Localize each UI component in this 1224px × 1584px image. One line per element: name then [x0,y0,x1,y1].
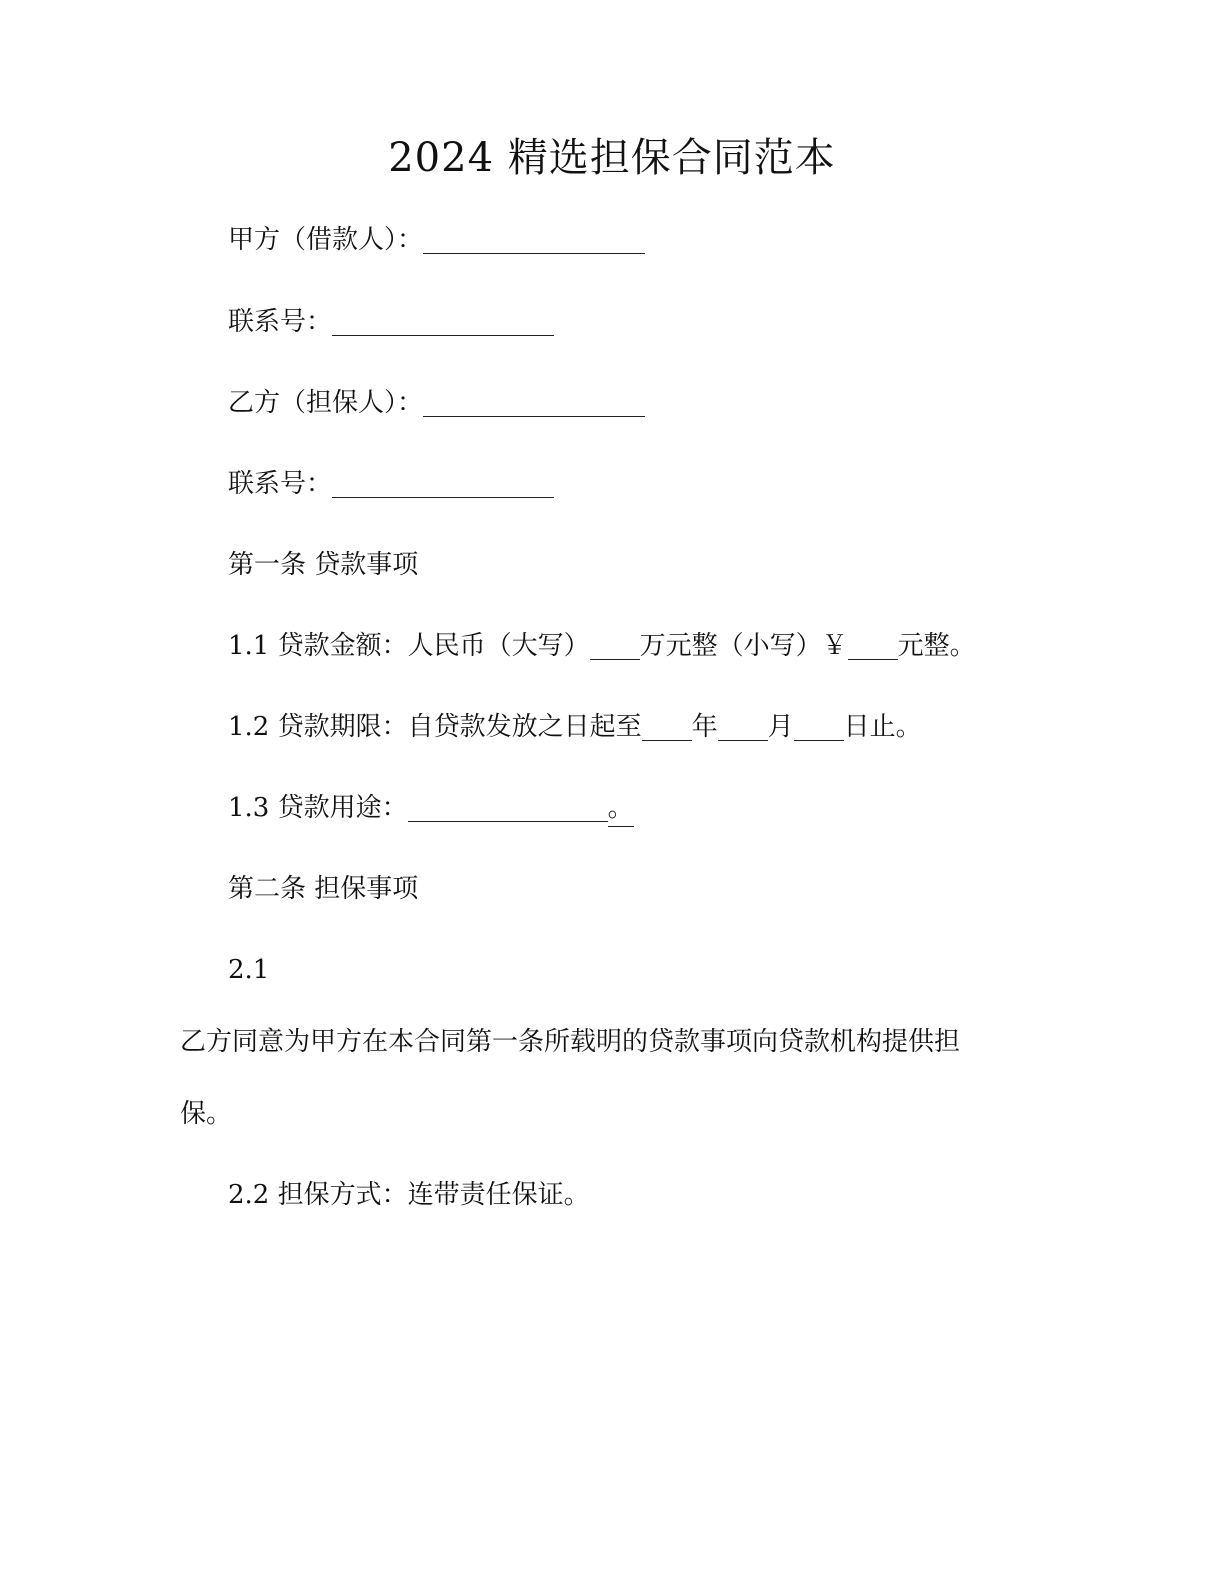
clause-1-1-label: 1.1 贷款金额：人民币（大写） [228,631,590,661]
party-a-phone-label: 联系号： [228,307,333,337]
party-b-label: 乙方（担保人）： [228,388,424,418]
party-b-phone-line [228,466,554,502]
clause-1-2-line [228,709,922,745]
purpose-blank[interactable] [408,793,608,822]
term-year-label: 年 [691,712,718,742]
amount-uppercase-blank[interactable] [590,631,640,660]
article2-heading: 第二条 担保事项 [228,874,419,904]
term-year-blank[interactable] [642,712,692,741]
clause-2-1-text-line1: 乙方同意为甲方在本合同第一条所载明的贷款事项向贷款机构提供担 [180,1027,961,1057]
party-a-phone-blank[interactable] [332,307,554,336]
party-a-blank[interactable] [423,225,645,254]
party-b-phone-label: 联系号： [228,469,333,499]
party-a-label: 甲方（借款人）： [228,225,424,255]
article1-heading: 第一条 贷款事项 [228,550,419,580]
term-day-blank[interactable] [794,712,844,741]
party-a-phone-line [228,304,554,340]
clause-1-3-label: 1.3 贷款用途： [228,793,408,823]
party-b-blank[interactable] [423,388,645,417]
party-b-line [228,385,645,421]
clause-2-1-text-line2: 保。 [180,1099,233,1129]
amount-lowercase-blank[interactable] [848,631,898,660]
clause-1-1-unit2: 元整。 [897,631,976,661]
term-day-label: 日止。 [843,712,922,742]
clause-1-3-end: 。 [608,790,634,827]
clause-1-1-line [228,628,976,664]
document-title: 2024 精选担保合同范本 [388,135,836,181]
term-month-label: 月 [767,712,794,742]
clause-2-2-line: 2.2 担保方式：连带责任保证。 [228,1180,590,1210]
clause-1-2-label: 1.2 贷款期限：自贷款发放之日起至 [228,712,642,742]
clause-1-3-line [228,790,634,827]
term-month-blank[interactable] [718,712,768,741]
party-b-phone-blank[interactable] [332,469,554,498]
clause-1-1-unit1: 万元整（小写）￥ [639,631,848,661]
clause-2-1-number: 2.1 [228,955,270,985]
party-a-line [228,222,645,258]
